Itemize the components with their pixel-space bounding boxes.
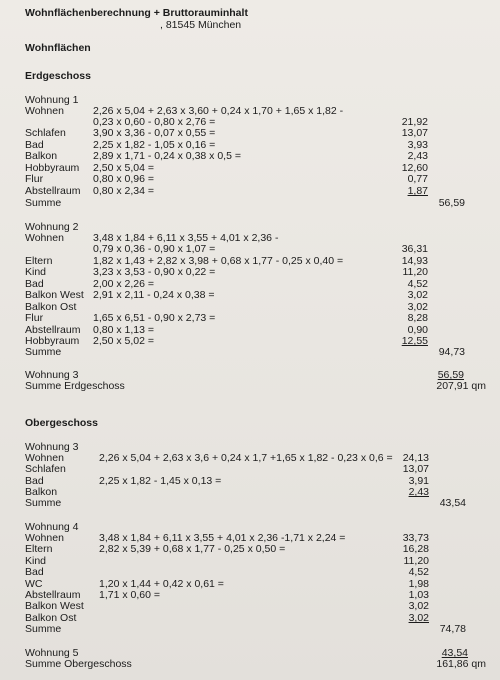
- room-value: 3,02: [407, 289, 428, 301]
- room-value: 1,98: [408, 578, 429, 590]
- table-row: [0, 601, 500, 613]
- room-label: Balkon: [25, 150, 58, 162]
- table-row: [0, 151, 500, 163]
- room-value: 13,07: [401, 127, 428, 139]
- room-label: Flur: [25, 312, 44, 324]
- og-wohnung3-heading: Wohnung 3: [25, 441, 79, 453]
- total-value: 207,91 qm: [436, 380, 486, 392]
- table-row: [0, 313, 500, 325]
- sum-value: 94,73: [438, 346, 465, 358]
- og-wohnung4-heading: Wohnung 4: [25, 521, 79, 533]
- section-title: Wohnflächen: [25, 42, 91, 54]
- room-label: Hobbyraum: [25, 162, 80, 174]
- room-label: Abstellraum: [25, 589, 81, 601]
- room-value: 3,02: [407, 301, 428, 313]
- room-calc: 3,48 x 1,84 + 6,11 x 3,55 + 4,01 x 2,36 -: [93, 232, 279, 244]
- room-value: 3,02: [408, 612, 429, 624]
- room-label: Hobbyraum: [25, 335, 80, 347]
- table-row: [0, 613, 500, 625]
- room-calc: 2,89 x 1,71 - 0,24 x 0,38 x 0,5 =: [93, 150, 241, 162]
- table-row: [0, 336, 500, 348]
- room-value: 24,13: [402, 452, 429, 464]
- room-label: WC: [25, 578, 43, 590]
- wohnung2-heading: Wohnung 2: [25, 221, 79, 233]
- room-calc: 2,26 x 5,04 + 2,63 x 3,60 + 0,24 x 1,70 + 1,65 x 1,82 -: [93, 105, 344, 117]
- room-label: Abstellraum: [25, 324, 81, 336]
- total-label: Summe Obergeschoss: [25, 658, 132, 670]
- room-label: Schlafen: [25, 127, 66, 139]
- table-row: [0, 244, 500, 256]
- room-value: 13,07: [402, 463, 429, 475]
- table-row: [0, 174, 500, 186]
- table-row: [0, 128, 500, 140]
- room-value: 0,90: [407, 324, 428, 336]
- room-value: 3,91: [408, 475, 429, 487]
- room-label: Balkon: [25, 486, 58, 498]
- room-value: 11,20: [402, 266, 428, 278]
- room-value: 4,52: [407, 278, 428, 290]
- table-row: [0, 290, 500, 302]
- room-label: Kind: [25, 555, 47, 567]
- sum-label: Summe: [25, 623, 62, 635]
- room-calc: 0,79 x 0,36 - 0,90 x 1,07 =: [93, 243, 216, 255]
- room-calc: 3,23 x 3,53 - 0,90 x 0,22 =: [93, 266, 216, 278]
- room-value: 36,31: [401, 243, 428, 255]
- room-label: Balkon West: [25, 289, 84, 301]
- room-label: Balkon Ost: [25, 301, 77, 313]
- table-row: [0, 487, 500, 499]
- sum-row: [0, 347, 500, 359]
- room-label: Schlafen: [25, 463, 66, 475]
- total-row: [0, 659, 500, 671]
- room-calc: 2,00 x 2,26 =: [93, 278, 155, 290]
- room-label: Bad: [25, 278, 44, 290]
- room-value: 4,52: [408, 566, 429, 578]
- room-value: 3,02: [408, 600, 429, 612]
- wohnung1-heading: Wohnung 1: [25, 94, 79, 106]
- table-row: [0, 267, 500, 279]
- address: , 81545 München: [160, 19, 242, 31]
- sum-row: [0, 624, 500, 636]
- room-label: Bad: [25, 475, 44, 487]
- room-calc: 2,26 x 5,04 + 2,63 x 3,6 + 0,24 x 1,7 +1,65 x 1,82 - 0,23 x 0,6 =: [99, 452, 393, 464]
- erdgeschoss-heading: Erdgeschoss: [25, 70, 91, 82]
- document-title: Wohnflächenberechnung + Bruttorauminhalt: [25, 7, 248, 19]
- room-calc: 2,25 x 1,82 - 1,45 x 0,13 =: [99, 475, 222, 487]
- wohnung5-label: Wohnung 5: [25, 647, 79, 659]
- room-value: 3,93: [407, 139, 428, 151]
- room-label: Balkon Ost: [25, 612, 77, 624]
- table-row: [0, 544, 500, 556]
- sum-value: 56,59: [438, 197, 465, 209]
- room-calc: 1,20 x 1,44 + 0,42 x 0,61 =: [99, 578, 224, 590]
- room-label: Kind: [25, 266, 47, 278]
- sum-label: Summe: [25, 497, 62, 509]
- room-calc: 0,23 x 0,60 - 0,80 x 2,76 =: [93, 116, 216, 128]
- sum-row: [0, 198, 500, 210]
- room-calc: 2,50 x 5,02 =: [93, 335, 155, 347]
- room-value: 16,28: [402, 543, 429, 555]
- room-calc: 2,82 x 5,39 + 0,68 x 1,77 - 0,25 x 0,50 =: [99, 543, 286, 555]
- sum-label: Summe: [25, 197, 62, 209]
- room-label: Abstellraum: [25, 185, 81, 197]
- room-value: 12,55: [401, 335, 428, 347]
- room-value: 1,87: [407, 185, 428, 197]
- sum-value: 74,78: [439, 623, 466, 635]
- room-label: Bad: [25, 139, 44, 151]
- room-label: Wohnen: [25, 105, 64, 117]
- room-value: 1,03: [408, 589, 429, 601]
- room-value: 2,43: [408, 486, 429, 498]
- room-calc: 2,91 x 2,11 - 0,24 x 0,38 =: [93, 289, 215, 301]
- room-value: 14,93: [401, 255, 428, 267]
- room-label: Flur: [25, 173, 44, 185]
- room-label: Bad: [25, 566, 44, 578]
- room-label: Wohnen: [25, 452, 64, 464]
- room-value: 0,77: [407, 173, 428, 185]
- room-label: Balkon West: [25, 600, 84, 612]
- room-calc: 0,80 x 1,13 =: [93, 324, 155, 336]
- total-label: Summe Erdgeschoss: [25, 380, 125, 392]
- room-value: 11,20: [403, 555, 429, 567]
- wohnung5-value: 43,54: [441, 647, 468, 659]
- table-row: [0, 464, 500, 476]
- room-value: 12,60: [401, 162, 428, 174]
- room-calc: 1,82 x 1,43 + 2,82 x 3,98 + 0,68 x 1,77 - 0,25 x 0,40 =: [93, 255, 344, 267]
- room-value: 21,92: [401, 116, 428, 128]
- room-label: Wohnen: [25, 232, 64, 244]
- sum-label: Summe: [25, 346, 62, 358]
- room-value: 2,43: [407, 150, 428, 162]
- room-value: 8,28: [407, 312, 428, 324]
- table-row: [0, 567, 500, 579]
- room-calc: 1,71 x 0,60 =: [99, 589, 161, 601]
- total-row: [0, 381, 500, 393]
- wohnung3-value: 56,59: [437, 369, 464, 381]
- room-calc: 0,80 x 0,96 =: [93, 173, 155, 185]
- sum-row: [0, 498, 500, 510]
- room-calc: 3,48 x 1,84 + 6,11 x 3,55 + 4,01 x 2,36 -1,71 x 2,24 =: [99, 532, 346, 544]
- room-calc: 2,50 x 5,04 =: [93, 162, 155, 174]
- room-calc: 1,65 x 6,51 - 0,90 x 2,73 =: [93, 312, 216, 324]
- room-value: 33,73: [402, 532, 429, 544]
- obergeschoss-heading: Obergeschoss: [25, 417, 98, 429]
- sum-value: 43,54: [439, 497, 466, 509]
- room-label: Eltern: [25, 255, 53, 267]
- wohnung3-label: Wohnung 3: [25, 369, 79, 381]
- room-calc: 0,80 x 2,34 =: [93, 185, 155, 197]
- total-value: 161,86 qm: [436, 658, 486, 670]
- room-calc: 3,90 x 3,36 - 0,07 x 0,55 =: [93, 127, 216, 139]
- room-calc: 2,25 x 1,82 - 1,05 x 0,16 =: [93, 139, 216, 151]
- room-label: Eltern: [25, 543, 53, 555]
- room-label: Wohnen: [25, 532, 64, 544]
- table-row: [0, 186, 500, 198]
